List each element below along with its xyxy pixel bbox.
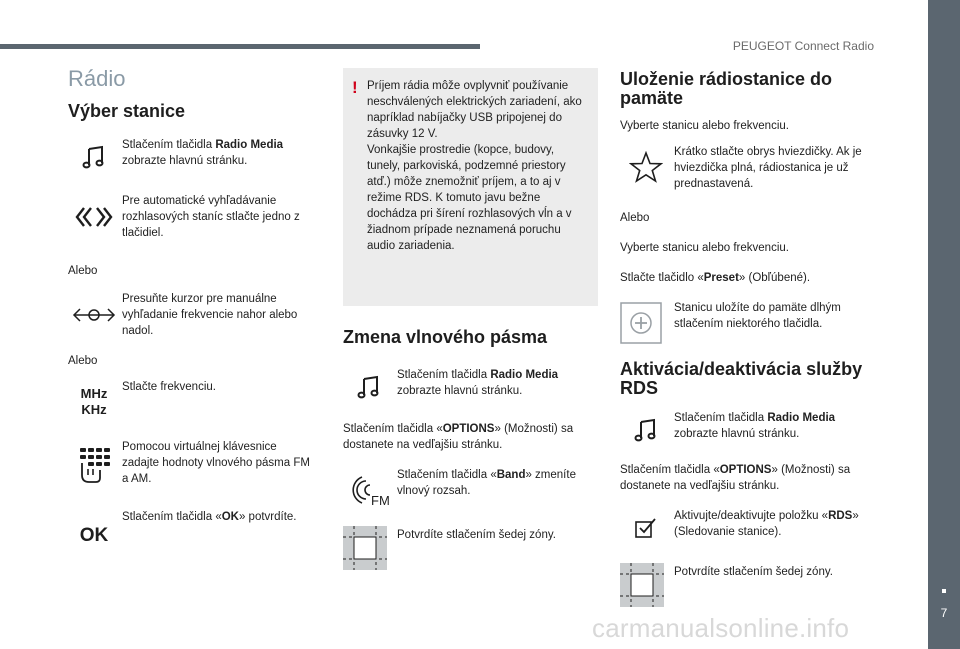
star-icon bbox=[620, 144, 672, 190]
step-text: Potvrdíte stlačením šedej zóny. bbox=[397, 529, 556, 541]
step-text: Pomocou virtuálnej klávesnice zadajte hodnoty vlnového pásma FM a AM. bbox=[122, 441, 310, 485]
ok-icon: OK bbox=[79, 525, 109, 546]
step-radio-media bbox=[343, 367, 598, 407]
step-text: Krátko stlačte obrys hviezdičky. Ak je hviezdička plná, rádiostanica je už prednastavená. bbox=[674, 146, 862, 190]
step-confirm-grey bbox=[620, 562, 882, 608]
add-preset-icon bbox=[620, 300, 672, 346]
watermark: carmanualsonline.info bbox=[592, 613, 850, 643]
step-text: Pre automatické vyhľadávanie rozhlasových staníc stlačte jedno z tlačidiel. bbox=[122, 195, 300, 239]
step-text: Stlačením tlačidla Radio Media zobrazte hlavnú stránku. bbox=[397, 369, 559, 397]
grey-zone-icon bbox=[620, 562, 672, 608]
keypad-hand-icon bbox=[68, 439, 120, 491]
step-confirm-grey bbox=[343, 525, 598, 571]
side-tab bbox=[928, 0, 960, 649]
step-text: Stlačte frekvenciu. bbox=[122, 381, 216, 393]
column-radio-selection bbox=[68, 60, 313, 551]
warning-icon: ! bbox=[352, 78, 358, 97]
music-note-icon bbox=[343, 367, 395, 407]
svg-text:FM: FM bbox=[371, 493, 390, 507]
step-virtual-keyboard bbox=[68, 439, 313, 491]
or-label: Alebo bbox=[68, 355, 98, 367]
step-options: Stlačením tlačidla «OPTIONS» (Možnosti) sa dostanete na vedľajšiu stránku. bbox=[620, 464, 851, 492]
step-options: Stlačením tlačidla «OPTIONS» (Možnosti) sa dostanete na vedľajšiu stránku. bbox=[343, 423, 574, 451]
step-auto-search bbox=[68, 193, 313, 241]
step-text: Aktivujte/deaktivujte položku «RDS» (Sledovanie stanice). bbox=[674, 510, 859, 538]
chapter-title: Rádio bbox=[68, 66, 126, 91]
seek-arrows-icon bbox=[68, 193, 120, 241]
step-text: Potvrdíte stlačením šedej zóny. bbox=[674, 566, 833, 578]
page-number: 7 bbox=[940, 606, 948, 620]
step-text: Stlačením tlačidla «OK» potvrdíte. bbox=[122, 511, 297, 523]
step-text: Stanicu uložíte do pamäte dlhým stlačením niektorého tlačidla. bbox=[674, 302, 841, 330]
music-note-icon bbox=[68, 137, 120, 177]
or-label: Alebo bbox=[620, 212, 650, 224]
step-radio-media bbox=[620, 410, 882, 450]
step-confirm-ok bbox=[68, 509, 313, 551]
step-select: Vyberte stanicu alebo frekvenciu. bbox=[620, 242, 789, 254]
step-radio-media bbox=[68, 137, 313, 177]
step-band bbox=[343, 467, 598, 513]
fm-band-icon bbox=[343, 467, 395, 513]
step-text: Stlačením tlačidla «Band» zmeníte vlnový rozsah. bbox=[397, 469, 576, 497]
step-preset: Stlačte tlačidlo «Preset» (Obľúbené). bbox=[620, 272, 811, 284]
heading-band-change: Zmena vlnového pásma bbox=[343, 327, 548, 347]
grey-zone-icon bbox=[343, 525, 395, 571]
music-note-icon bbox=[620, 410, 672, 450]
step-text: Presuňte kurzor pre manuálne vyhľadanie frekvencie nahor alebo nadol. bbox=[122, 293, 298, 337]
heading-station-selection: Výber stanice bbox=[68, 101, 186, 121]
page-marker bbox=[942, 589, 946, 593]
column-band-change bbox=[343, 68, 598, 571]
step-text: Stlačením tlačidla Radio Media zobrazte hlavnú stránku. bbox=[122, 139, 284, 167]
step-rds-toggle bbox=[620, 508, 882, 548]
step-manual-search bbox=[68, 291, 313, 339]
header-rule bbox=[0, 44, 480, 49]
heading-rds: Aktivácia/deaktivácia služby RDS bbox=[620, 359, 863, 398]
tuning-cursor-icon bbox=[68, 291, 120, 339]
heading-store-station: Uloženie rádiostanice do pamäte bbox=[620, 69, 833, 108]
step-frequency bbox=[68, 379, 313, 425]
step-select: Vyberte stanicu alebo frekvenciu. bbox=[620, 120, 789, 132]
column-memory-rds bbox=[620, 70, 882, 608]
or-label: Alebo bbox=[68, 265, 98, 277]
step-text: Stlačením tlačidla Radio Media zobrazte hlavnú stránku. bbox=[674, 412, 836, 440]
warning-box bbox=[343, 68, 598, 306]
header-title: PEUGEOT Connect Radio bbox=[732, 39, 874, 53]
checkbox-icon bbox=[620, 508, 672, 548]
warning-text: Príjem rádia môže ovplyvniť používanie neschválených elektrických zariadení, ako napríklad nabíjačky USB pripojenej do zásuvky 12 V. Vonkajšie prostredie (kopce, budovy, tunely, parkoviská, podzemné priestory atď.) môže znemožniť príjem, a to aj v režime RDS. K tomuto javu bežne dochádza pri šírení rozhlasových vĺn a v žiadnom prípade neznamená poruchu audio zariadenia. bbox=[367, 80, 582, 252]
mhz-khz-icon: MHz KHz bbox=[80, 386, 108, 417]
step-star bbox=[620, 144, 882, 192]
step-save bbox=[620, 300, 882, 346]
